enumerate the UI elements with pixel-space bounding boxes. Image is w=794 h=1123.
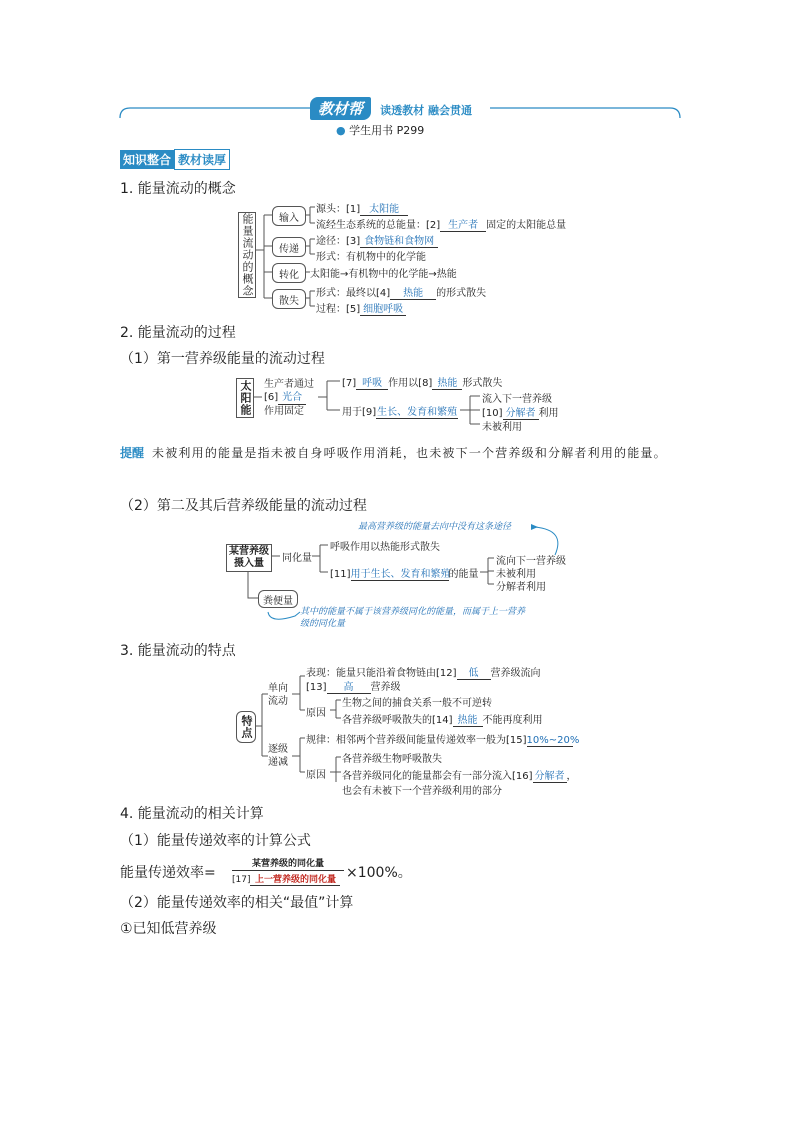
respiration-loss: 呼吸作用以热能形式散失 — [330, 542, 440, 553]
producer-fix: 生产者通过 [6] 光合 作用固定 — [264, 379, 314, 417]
decomposer-use: 分解者利用 — [496, 582, 546, 593]
feature-box: 特点 — [236, 711, 256, 743]
node-transform: 转化 — [272, 263, 306, 283]
node-input: 输入 — [272, 206, 306, 226]
formula-right: ×100%。 — [346, 865, 412, 881]
answer-2: 生产者 — [440, 216, 486, 232]
efficiency-rule: 规律：相邻两个营养级间能量传递效率一般为[15]10%~20% — [306, 735, 580, 746]
answer-5: 细胞呼吸 — [360, 300, 406, 316]
growth-energy: [11]用于生长、发育和繁殖的能量 — [330, 565, 479, 581]
pass-path: 途径：[3] 食物链和食物网 — [316, 232, 438, 248]
tag-textbook: 教材读厚 — [174, 149, 230, 170]
answer-6: 光合 — [278, 391, 306, 405]
section-4-title: 4. 能量流动的相关计算 — [120, 806, 264, 822]
concept-box: 能量流动的概念 — [238, 212, 256, 298]
subsection-2-2: （2）第二及其后营养级能量的流动过程 — [120, 498, 367, 514]
answer-10: 分解者 — [503, 404, 539, 420]
flow-next-level: 流入下一营养级 — [482, 394, 552, 405]
header-badge: 教材帮 — [310, 97, 371, 120]
page-reference — [336, 122, 424, 138]
answer-11: 用于生长、发育和繁殖 — [351, 565, 449, 581]
flow-unused: 未被利用 — [482, 422, 522, 433]
answer-12: 低 — [457, 664, 491, 680]
loss-form: 形式：最终以[4] 热能 的形式散失 — [316, 284, 486, 300]
expression: 表现：能量只能沿着食物链由[12] 低 营养级流向 — [306, 664, 541, 680]
formula-numerator: 某营养级的同化量 — [232, 856, 344, 871]
answer-4: 热能 — [390, 284, 436, 300]
input-total: 流经生态系统的总能量：[2] 生产者 固定的太阳能总量 — [316, 216, 566, 232]
reason-predation: 生物之间的捕食关系一般不可逆转 — [342, 698, 492, 709]
assimilation: 同化量 — [282, 553, 312, 564]
node-pass: 传递 — [272, 237, 306, 257]
formula-left: 能量传递效率= — [120, 865, 216, 881]
decrease-label: 逐级递减 — [268, 744, 288, 768]
one-way-label: 单向流动 — [268, 683, 288, 707]
to-next-level: 流向下一营养级 — [496, 556, 566, 567]
branch-respiration: [7] 呼吸 作用以[8] 热能 形式散失 — [342, 374, 502, 390]
answer-14: 热能 — [453, 711, 483, 727]
section-3-title: 3. 能量流动的特点 — [120, 643, 236, 659]
reason-label-2: 原因 — [306, 770, 326, 781]
tip-label: 提醒 — [120, 446, 145, 460]
intake-box: 某营养级摄入量 — [226, 544, 272, 572]
expression-2: [13] 高 营养级 — [306, 678, 401, 694]
answer-7: 呼吸 — [356, 374, 388, 390]
formula-denominator: [17] 上一营养级的同化量 — [232, 872, 344, 886]
reference-text: 学生用书 P299 — [349, 124, 425, 137]
answer-9: 生长、发育和繁殖 — [376, 403, 458, 419]
reason-heat: 各营养级呼吸散失的[14] 热能 不能再度利用 — [342, 711, 543, 727]
header-banner — [310, 97, 490, 119]
reason-respiration: 各营养级生物呼吸散失 — [342, 754, 442, 765]
node-loss: 散失 — [272, 289, 306, 309]
section-tags — [120, 149, 230, 170]
tip-paragraph — [120, 440, 680, 467]
answer-17: 上一营养级的同化量 — [250, 872, 340, 886]
answer-1: 太阳能 — [360, 200, 408, 216]
branch-growth: 用于[9]生长、发育和繁殖 — [342, 403, 458, 419]
flow-decomposer: [10] 分解者 利用 — [482, 404, 559, 420]
reference-dot-icon: ● — [336, 124, 346, 137]
loss-process: 过程：[5] 细胞呼吸 — [316, 300, 406, 316]
answer-13: 高 — [327, 678, 371, 694]
subsection-4-2: （2）能量传递效率的相关“最值”计算 — [120, 895, 354, 911]
reason-unused: 也会有未被下一个营养级利用的部分 — [342, 786, 502, 797]
header-tagline: 读透教材 融会贯通 — [380, 104, 472, 117]
subsection-4-1: （1）能量传递效率的计算公式 — [120, 833, 311, 849]
answer-16: 分解者 — [533, 767, 567, 783]
sun-box: 太阳能 — [236, 378, 254, 418]
section-1-title: 1. 能量流动的概念 — [120, 181, 236, 197]
answer-8: 热能 — [432, 374, 462, 390]
note-top: 最高营养级的能量去向中没有这条途径 — [358, 522, 512, 532]
reason-decomposer: 各营养级同化的能量都会有一部分流入[16] 分解者 ， — [342, 767, 577, 783]
input-source: 源头：[1] 太阳能 — [316, 200, 408, 216]
subsection-2-1: （1）第一营养级能量的流动过程 — [120, 351, 325, 367]
reason-label-1: 原因 — [306, 708, 326, 719]
formula-fraction — [232, 856, 344, 886]
note-bottom: 其中的能量不属于该营养级同化的能量，而属于上一营养级的同化量 — [300, 607, 526, 629]
answer-15: 10%~20% — [526, 735, 580, 746]
item-1: ①已知低营养级 — [120, 921, 217, 937]
feces-box: 粪便量 — [258, 590, 298, 608]
tip-text: 未被利用的能量是指未被自身呼吸作用消耗，也未被下一个营养级和分解者利用的能量。 — [152, 446, 667, 460]
pass-form: 形式：有机物中的化学能 — [316, 252, 426, 263]
transform-text: 太阳能→有机物中的化学能→热能 — [310, 269, 457, 280]
not-used: 未被利用 — [496, 569, 536, 580]
section-2-title: 2. 能量流动的过程 — [120, 325, 236, 341]
answer-3: 食物链和食物网 — [360, 232, 438, 248]
tag-knowledge: 知识整合 — [120, 150, 174, 169]
